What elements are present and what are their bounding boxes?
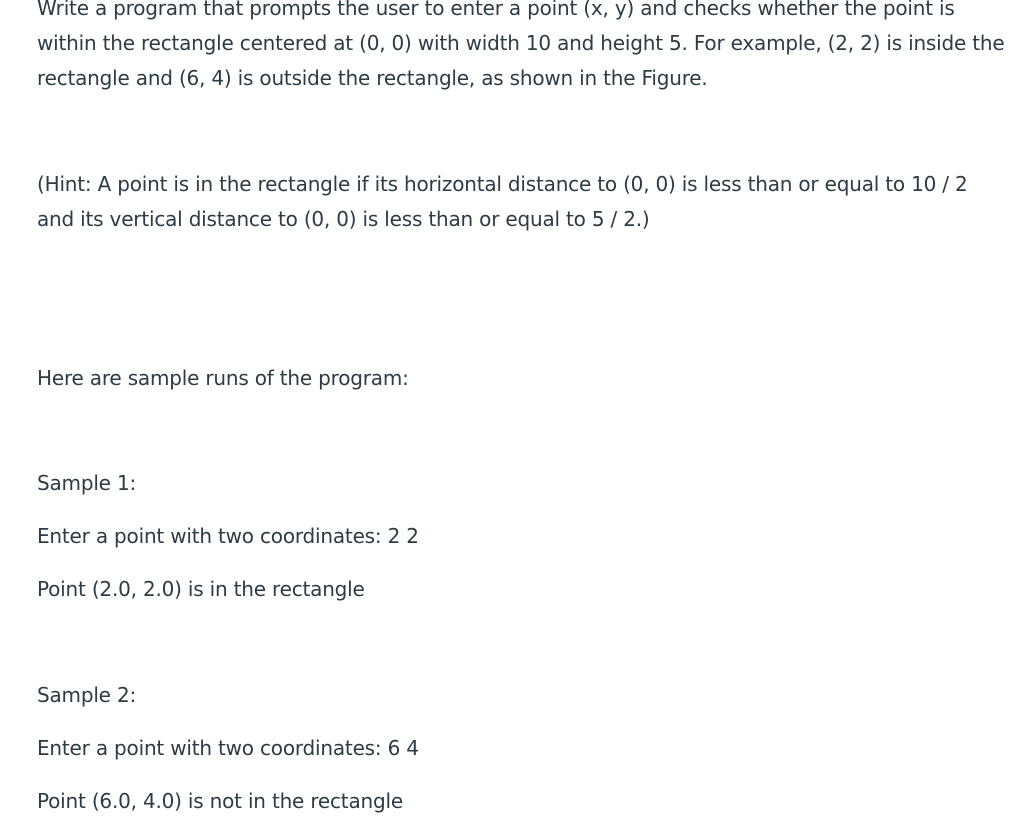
problem-statement-line: Write a program that prompts the user to enter a point (x, y) and checks whether the point is xyxy=(37,0,955,20)
sample-2-input: Enter a point with two coordinates: 6 4 xyxy=(37,736,419,760)
sample-1-label: Sample 1: xyxy=(37,471,137,495)
sample-1-output: Point (2.0, 2.0) is in the rectangle xyxy=(37,577,365,601)
sample-1-input: Enter a point with two coordinates: 2 2 xyxy=(37,524,419,548)
hint-paragraph xyxy=(37,167,1024,237)
problem-statement xyxy=(37,0,1024,96)
sample-runs-intro: Here are sample runs of the program: xyxy=(37,366,409,390)
problem-content xyxy=(37,0,1024,819)
sample-2-label: Sample 2: xyxy=(37,683,137,707)
hint-line: (Hint: A point is in the rectangle if its horizontal distance to (0, 0) is less than or equal to 10 / 2 xyxy=(37,172,968,196)
problem-statement-line: rectangle and (6, 4) is outside the rectangle, as shown in the Figure. xyxy=(37,66,708,90)
hint-line: and its vertical distance to (0, 0) is less than or equal to 5 / 2.) xyxy=(37,207,650,231)
sample-2-output: Point (6.0, 4.0) is not in the rectangle xyxy=(37,789,403,813)
problem-statement-line: within the rectangle centered at (0, 0) with width 10 and height 5. For example, (2, 2) is inside the xyxy=(37,31,1005,55)
